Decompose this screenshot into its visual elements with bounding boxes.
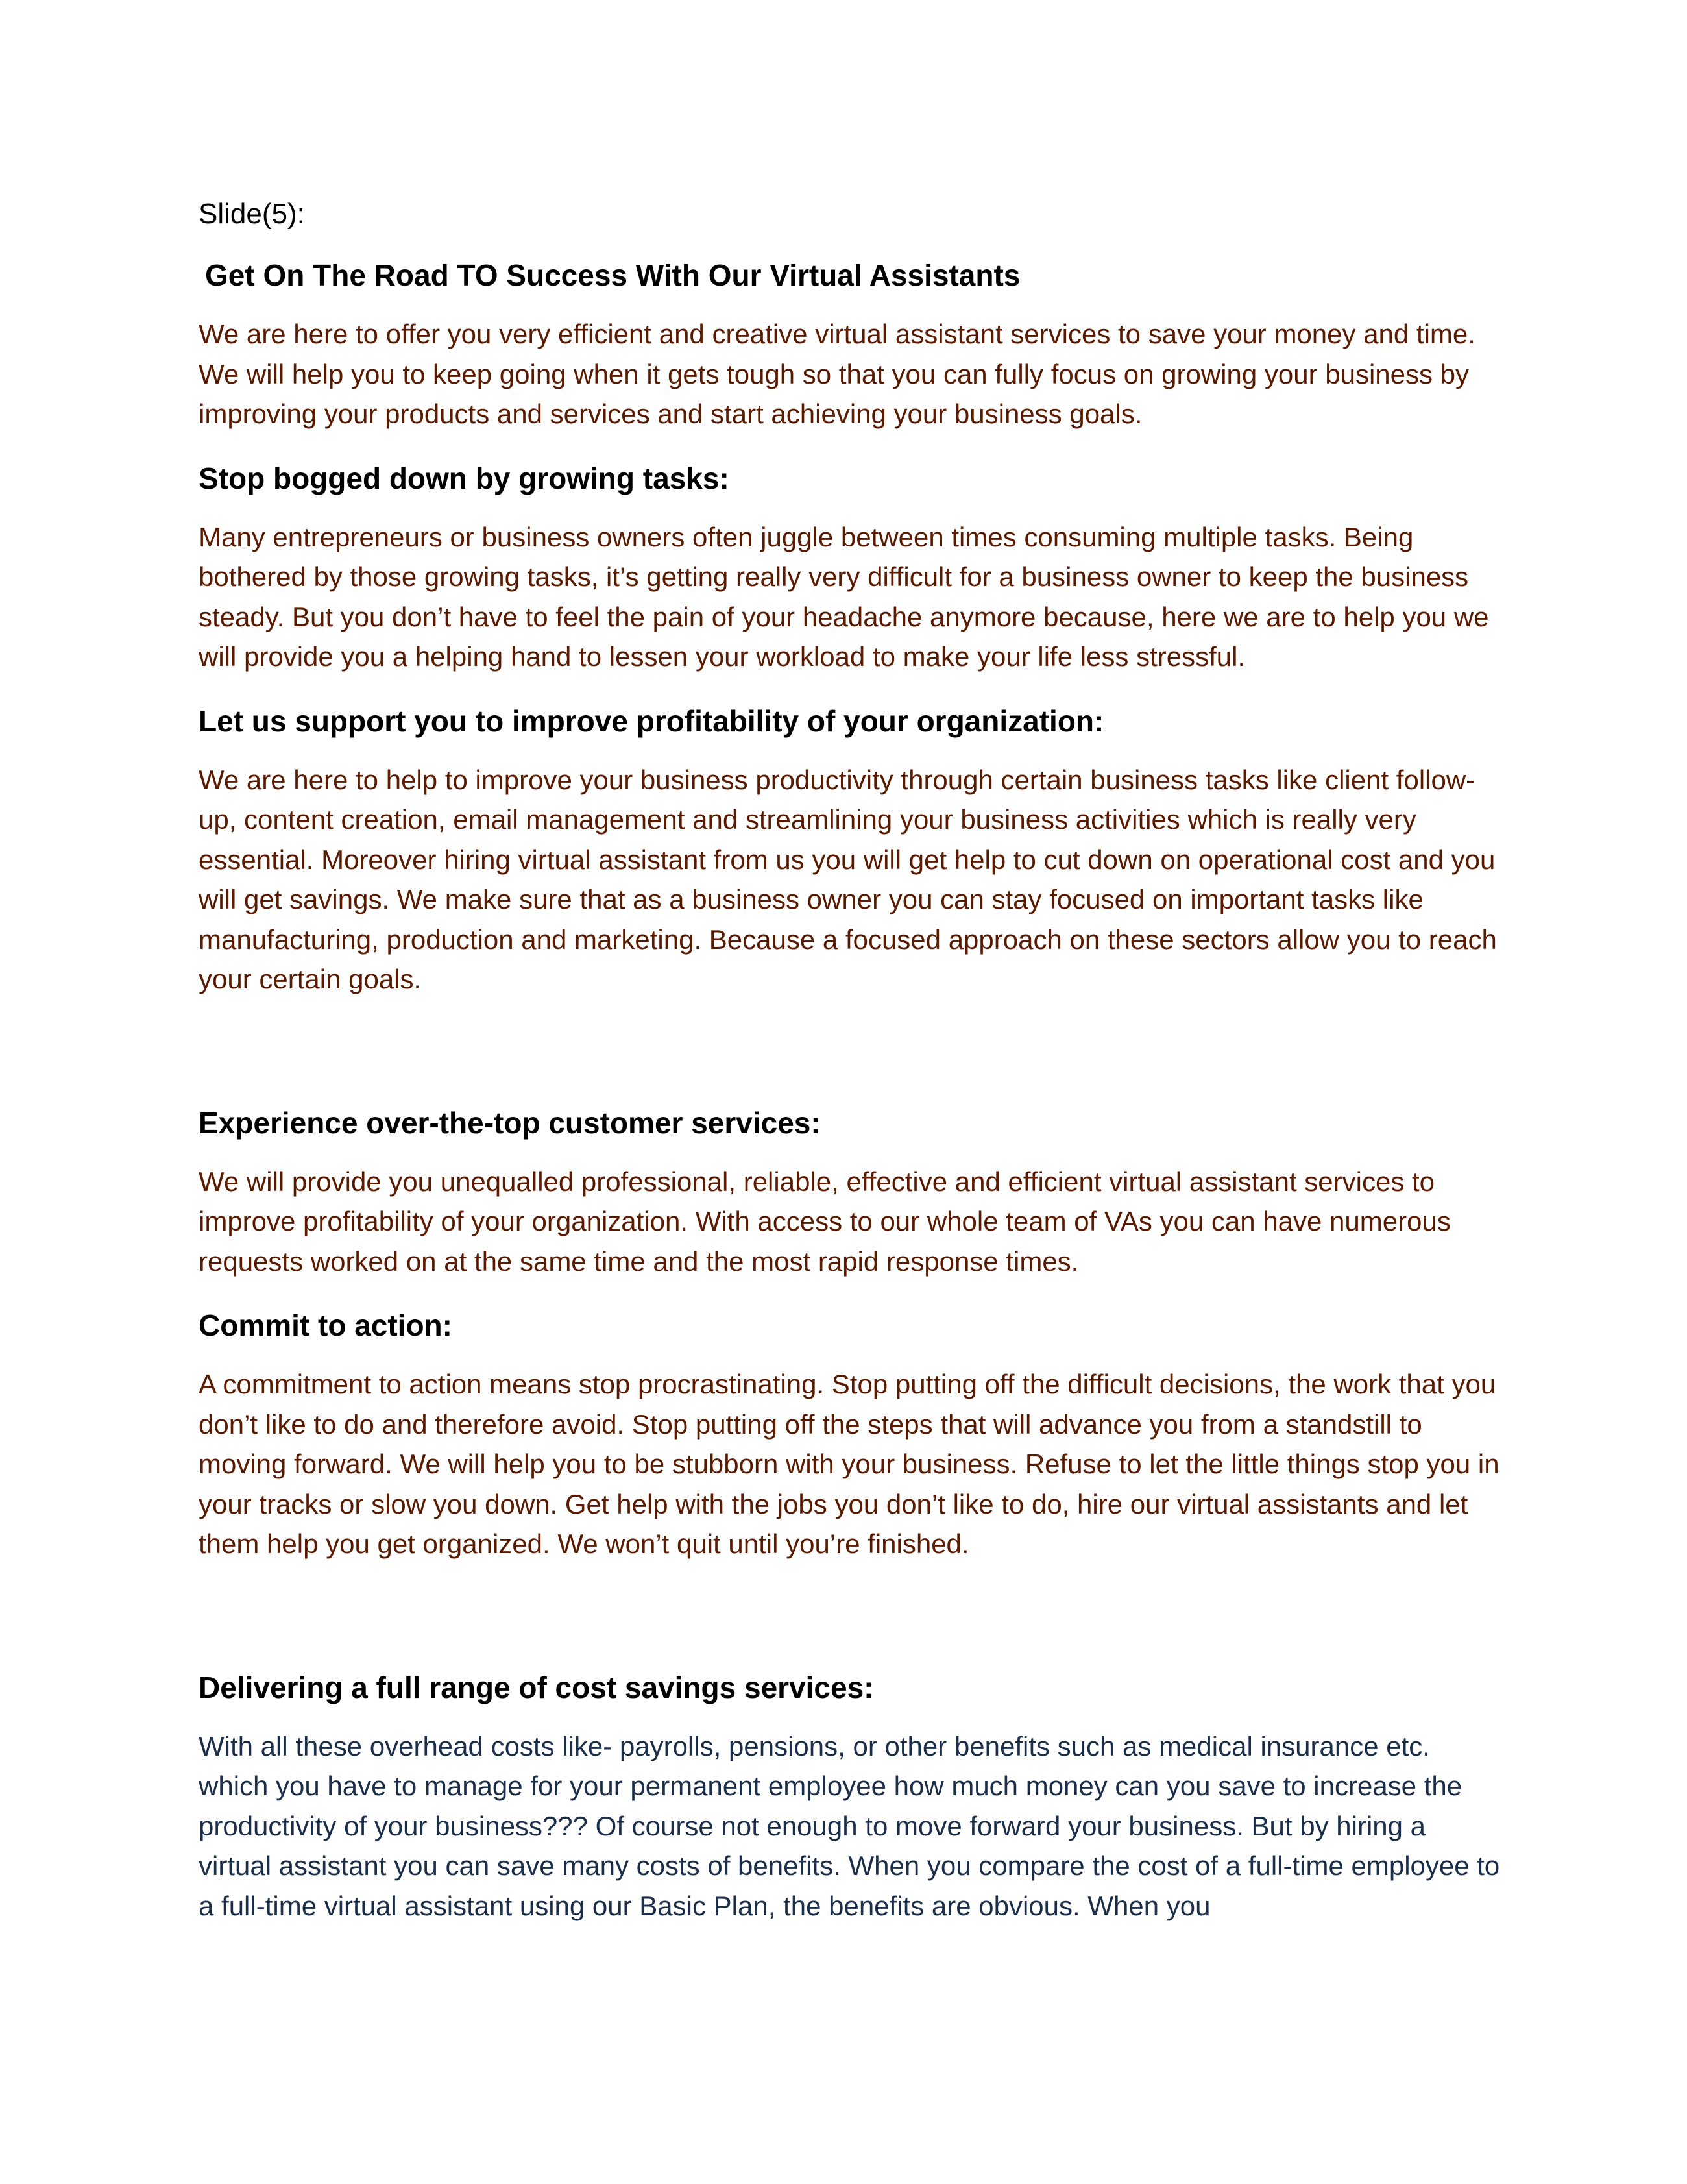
section-heading-cost-savings: Delivering a full range of cost savings services: xyxy=(199,1670,874,1704)
section-heading-customer-services: Experience over-the-top customer services: xyxy=(199,1105,821,1140)
spacer xyxy=(199,1589,1503,1668)
document-page xyxy=(199,195,1503,1950)
slide-label: Slide(5): xyxy=(199,198,305,230)
page-title: Get On The Road TO Success With Our Virtual Assistants xyxy=(205,258,1021,292)
section-heading-support-profitability: Let us support you to improve profitability of your organization: xyxy=(199,704,1104,738)
spacer xyxy=(199,1024,1503,1103)
intro-paragraph: We are here to offer you very efficient and creative virtual assistant services to save your money and time. We will help you to keep going when it gets tough so that you can fully focus on growing your business by improving your products and services and start achieving your business goals. xyxy=(199,319,1475,429)
section-heading-commit-to-action: Commit to action: xyxy=(199,1308,452,1342)
section-heading-stop-bogged-down: Stop bogged down by growing tasks: xyxy=(199,461,729,495)
section-body-stop-bogged-down: Many entrepreneurs or business owners often juggle between times consuming multiple tasks. Being bothered by those growing tasks, it’s getting really very difficult for a business owner to keep the business steady. But you don’t have to feel the pain of your headache anymore because, here we are to help you we will provide you a helping hand to lessen your workload to make your life less stressful. xyxy=(199,521,1489,672)
section-body-support-profitability: We are here to help to improve your business productivity through certain business tasks like client follow-up, content creation, email management and streamlining your business activities which is really very essential. Moreover hiring virtual assistant from us you will get help to cut down on operational cost and you will get savings. We make sure that as a business owner you can stay focused on important tasks like manufacturing, production and marketing. Because a focused approach on these sectors allow you to reach your certain goals. xyxy=(199,764,1497,994)
section-body-customer-services: We will provide you unequalled professional, reliable, effective and efficient virtual assistant services to improve profitability of your organization. With access to our whole team of VAs you can have numerous requests worked on at the same time and the most rapid response times. xyxy=(199,1166,1451,1277)
section-body-commit-to-action: A commitment to action means stop procrastinating. Stop putting off the difficult decisions, the work that you don’t like to do and therefore avoid. Stop putting off the steps that will advance you from a standstill to moving forward. We will help you to be stubborn with your business. Refuse to let the little things stop you in your tracks or slow you down. Get help with the jobs you don’t like to do, hire our virtual assistants and let them help you get organized. We won’t quit until you’re finished. xyxy=(199,1369,1499,1559)
section-body-cost-savings: With all these overhead costs like- payrolls, pensions, or other benefits such as medical insurance etc. which you have to manage for your permanent employee how much money can you save to increase the productivity of your business??? Of course not enough to move forward your business. But by hiring a virtual assistant you can save many costs of benefits. When you compare the cost of a full-time employee to a full-time virtual assistant using our Basic Plan, the benefits are obvious. When you xyxy=(199,1730,1500,1921)
